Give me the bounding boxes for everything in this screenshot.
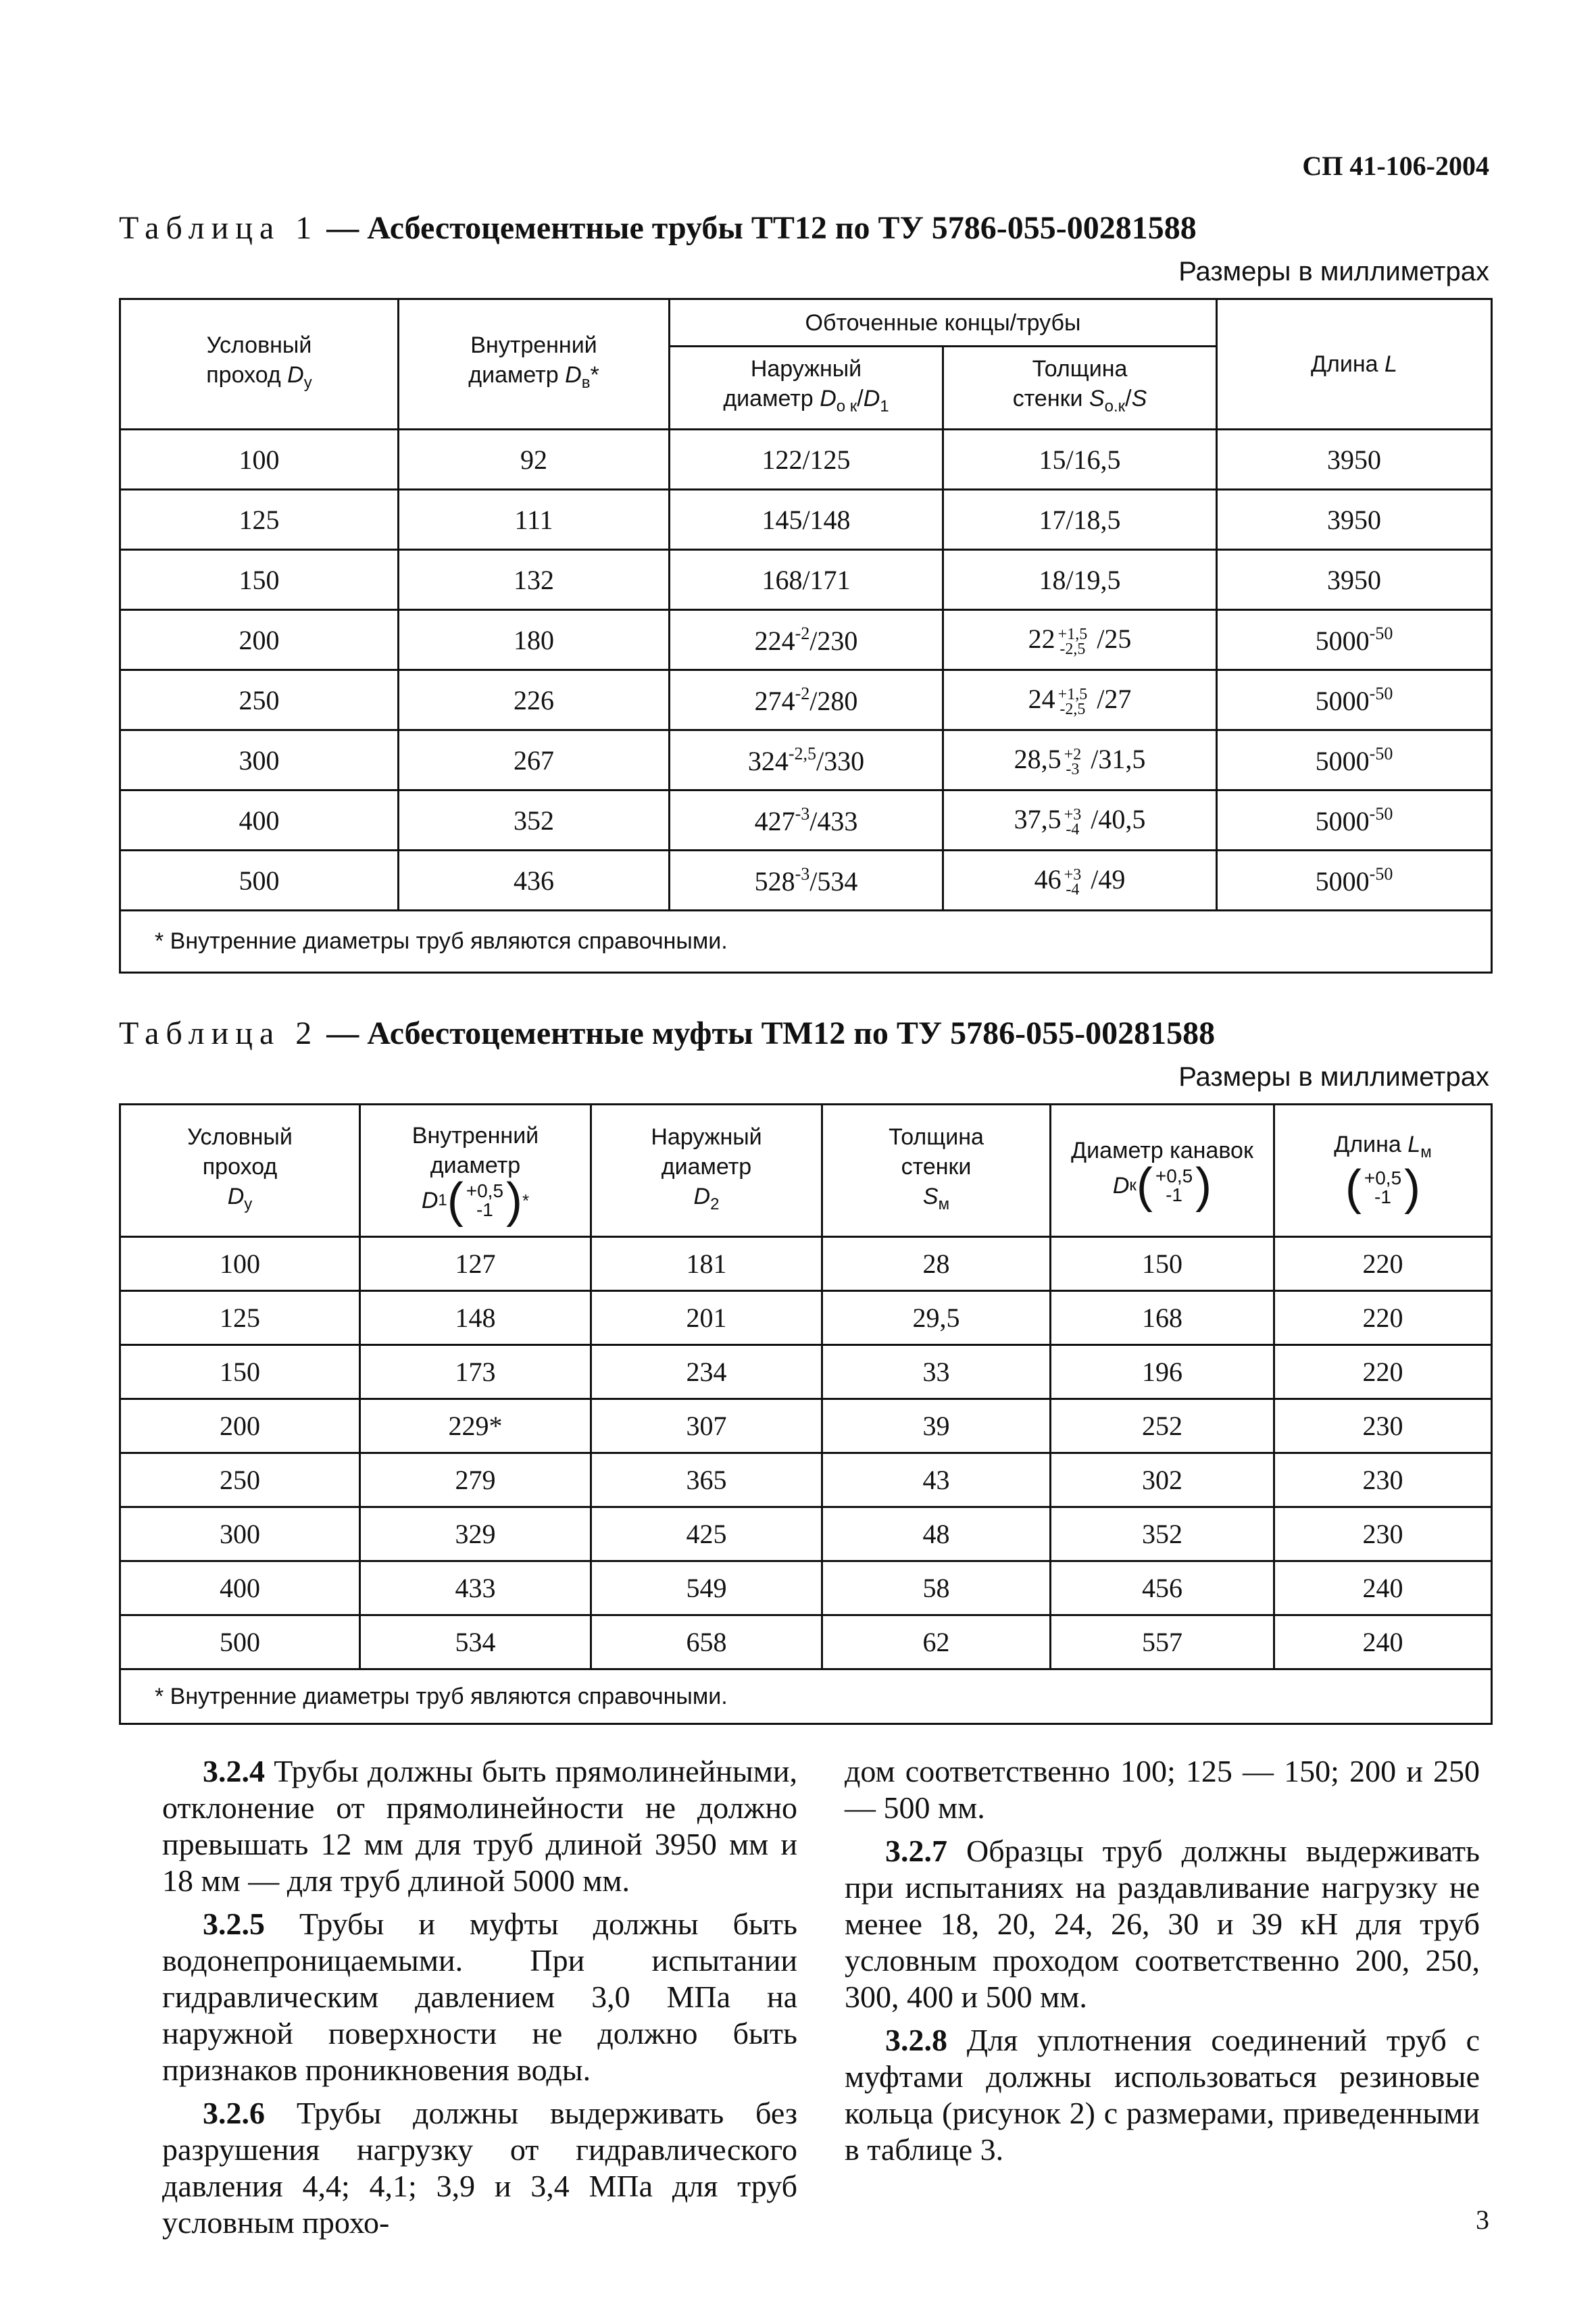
- t2-cell-wall-thickness: 28: [822, 1237, 1051, 1291]
- t1-cell-nominal-bore: 250: [120, 670, 399, 730]
- table2-row: [120, 1615, 1492, 1669]
- t2-cell-outer-diameter: 307: [591, 1399, 822, 1453]
- table2-row: [120, 1291, 1492, 1345]
- t2-cell-wall-thickness: 62: [822, 1615, 1051, 1669]
- t1-cell-wall-thickness: 24 +1,5 -2,5 /27: [943, 670, 1217, 730]
- table2: [119, 1103, 1493, 1725]
- t1-cell-wall-thickness: 22 +1,5 -2,5 /25: [943, 610, 1217, 670]
- paragraph-3-2-6-continued: дом соответственно 100; 125 — 150; 200 и 250 — 500 мм.: [845, 1754, 1480, 1825]
- paragraph-3-2-8: 3.2.8 Для уплотнения соединений труб с муфтами должны использоваться резиновые кольца (рисунок 2) с размерами, приведенными в таблице 3.: [845, 2023, 1480, 2167]
- t1-cell-nominal-bore: 400: [120, 790, 399, 851]
- t2-cell-nominal-bore: 300: [120, 1507, 360, 1561]
- table2-row: [120, 1453, 1492, 1507]
- t2-cell-length: 220: [1274, 1345, 1492, 1399]
- table1-units: Размеры в миллиметрах: [1178, 257, 1489, 286]
- t2-header-inner-diameter: Внутренний диаметр D 1 ( +0,5 -1 ) *: [360, 1105, 591, 1237]
- table1-row: [120, 851, 1492, 911]
- paragraph-3-2-4: 3.2.4 Трубы должны быть прямолинейными, отклонение от прямолинейности не должно превышать 12 мм для труб длиной 3950 мм и 18 мм — для труб длиной 5000 мм.: [162, 1754, 797, 1898]
- t1-cell-nominal-bore: 100: [120, 430, 399, 490]
- table1-row: [120, 430, 1492, 490]
- t1-header-inner-diameter: Внутренний диаметр $D_в*$: [399, 299, 670, 430]
- t2-cell-length: 230: [1274, 1399, 1492, 1453]
- t1-cell-wall-thickness: 18/19,5: [943, 550, 1217, 610]
- t2-cell-wall-thickness: 29,5: [822, 1291, 1051, 1345]
- t2-cell-nominal-bore: 250: [120, 1453, 360, 1507]
- t2-header-outer-diameter: Наружный диаметр $D_2$: [591, 1105, 822, 1237]
- t2-cell-groove-diameter: 196: [1051, 1345, 1274, 1399]
- t2-cell-inner-diameter: 534: [360, 1615, 591, 1669]
- table1-row: [120, 790, 1492, 851]
- t1-header-length: Длина L: [1217, 299, 1492, 430]
- t1-cell-nominal-bore: 200: [120, 610, 399, 670]
- t1-cell-outer-diameter: 122/125: [670, 430, 943, 490]
- t1-cell-length: 3950: [1217, 490, 1492, 550]
- t1-cell-length: 3950: [1217, 430, 1492, 490]
- t2-cell-nominal-bore: 200: [120, 1399, 360, 1453]
- t2-cell-outer-diameter: 201: [591, 1291, 822, 1345]
- t1-cell-inner-diameter: 92: [399, 430, 670, 490]
- t1-cell-wall-thickness: 46 +3 -4 /49: [943, 851, 1217, 911]
- table1-row: [120, 730, 1492, 790]
- t2-cell-inner-diameter: 127: [360, 1237, 591, 1291]
- t2-header-length: Длина $L_м$ ( +0,5 -1 ): [1274, 1105, 1492, 1237]
- t2-cell-outer-diameter: 549: [591, 1561, 822, 1615]
- t2-header-nominal-bore: Условный проход $D_y$: [120, 1105, 360, 1237]
- t1-cell-outer-diameter: $528^{-3}/534$: [670, 851, 943, 911]
- t1-header-nominal-bore: Условный проход $D_y$: [120, 299, 399, 430]
- paragraph-3-2-5: 3.2.5 Трубы и муфты должны быть водонепроницаемыми. При испытании гидравлическим давлением 3,0 МПа на наружной поверхности не должно быть признаков проникновения воды.: [162, 1907, 797, 2087]
- t2-cell-groove-diameter: 168: [1051, 1291, 1274, 1345]
- t1-header-machined-ends: Обточенные концы/трубы: [670, 299, 1217, 347]
- t1-cell-length: $5000^{-50}$: [1217, 730, 1492, 790]
- t1-cell-nominal-bore: 300: [120, 730, 399, 790]
- t2-cell-inner-diameter: 433: [360, 1561, 591, 1615]
- t2-cell-length: 230: [1274, 1507, 1492, 1561]
- t2-cell-wall-thickness: 58: [822, 1561, 1051, 1615]
- t2-cell-groove-diameter: 302: [1051, 1453, 1274, 1507]
- table2-units: Размеры в миллиметрах: [1178, 1062, 1489, 1092]
- t2-cell-nominal-bore: 400: [120, 1561, 360, 1615]
- table1-row: [120, 490, 1492, 550]
- t2-cell-groove-diameter: 150: [1051, 1237, 1274, 1291]
- t2-cell-wall-thickness: 48: [822, 1507, 1051, 1561]
- t1-cell-outer-diameter: $224^{-2}/230$: [670, 610, 943, 670]
- t1-cell-inner-diameter: 226: [399, 670, 670, 730]
- t1-cell-length: $5000^{-50}$: [1217, 790, 1492, 851]
- t1-cell-outer-diameter: $324^{-2,5}/330$: [670, 730, 943, 790]
- table1-row: [120, 550, 1492, 610]
- table1-row: [120, 670, 1492, 730]
- t1-cell-outer-diameter: 168/171: [670, 550, 943, 610]
- t1-cell-wall-thickness: 17/18,5: [943, 490, 1217, 550]
- t2-cell-groove-diameter: 456: [1051, 1561, 1274, 1615]
- t1-cell-inner-diameter: 132: [399, 550, 670, 610]
- t2-cell-inner-diameter: 279: [360, 1453, 591, 1507]
- table2-row: [120, 1237, 1492, 1291]
- t2-cell-length: 230: [1274, 1453, 1492, 1507]
- t1-cell-inner-diameter: 111: [399, 490, 670, 550]
- t1-cell-nominal-bore: 125: [120, 490, 399, 550]
- t1-cell-inner-diameter: 267: [399, 730, 670, 790]
- t2-cell-length: 240: [1274, 1615, 1492, 1669]
- table1-caption: [119, 209, 1197, 247]
- page-number: 3: [1476, 2205, 1489, 2235]
- t1-cell-nominal-bore: 150: [120, 550, 399, 610]
- t1-cell-outer-diameter: $427^{-3}/433$: [670, 790, 943, 851]
- t1-cell-length: $5000^{-50}$: [1217, 670, 1492, 730]
- t1-cell-length: $5000^{-50}$: [1217, 610, 1492, 670]
- table1: [119, 298, 1493, 974]
- t2-cell-nominal-bore: 125: [120, 1291, 360, 1345]
- t2-cell-wall-thickness: 39: [822, 1399, 1051, 1453]
- table1-label: Таблица 1: [119, 210, 319, 246]
- t2-cell-inner-diameter: 173: [360, 1345, 591, 1399]
- t1-cell-inner-diameter: 180: [399, 610, 670, 670]
- t2-cell-groove-diameter: 352: [1051, 1507, 1274, 1561]
- t2-cell-wall-thickness: 43: [822, 1453, 1051, 1507]
- t2-header-wall-thickness: Толщина стенки $S_м$: [822, 1105, 1051, 1237]
- t1-header-outer-diameter: Наружный диаметр $D_{о к}/D_1$: [670, 347, 943, 430]
- t2-note: * Внутренние диаметры труб являются справочными.: [120, 1669, 1492, 1724]
- t2-cell-inner-diameter: 148: [360, 1291, 591, 1345]
- t2-cell-length: 220: [1274, 1291, 1492, 1345]
- t1-header-wall-thickness: Толщина стенки $S_{о.к}/S$: [943, 347, 1217, 430]
- table2-label: Таблица 2: [119, 1015, 319, 1051]
- table2-caption: [119, 1015, 1215, 1052]
- t2-cell-nominal-bore: 150: [120, 1345, 360, 1399]
- t2-cell-outer-diameter: 425: [591, 1507, 822, 1561]
- table1-row: [120, 610, 1492, 670]
- body-right-column: [845, 1753, 1480, 2175]
- t2-cell-wall-thickness: 33: [822, 1345, 1051, 1399]
- t1-cell-wall-thickness: 37,5 +3 -4 /40,5: [943, 790, 1217, 851]
- t1-cell-length: 3950: [1217, 550, 1492, 610]
- document-code: СП 41-106-2004: [1302, 151, 1489, 181]
- table2-title: — Асбестоцементные муфты ТМ12 по ТУ 5786-055-00281588: [318, 1015, 1216, 1051]
- paragraph-3-2-6: 3.2.6 Трубы должны выдерживать без разрушения нагрузку от гидравлического давления 4,4; 4,1; 3,9 и 3,4 МПа для труб условным прохо-: [162, 2096, 797, 2240]
- t1-cell-nominal-bore: 500: [120, 851, 399, 911]
- t2-cell-outer-diameter: 365: [591, 1453, 822, 1507]
- table2-row: [120, 1345, 1492, 1399]
- t1-cell-wall-thickness: 28,5 +2 -3 /31,5: [943, 730, 1217, 790]
- t2-cell-length: 240: [1274, 1561, 1492, 1615]
- table2-row: [120, 1507, 1492, 1561]
- t2-cell-inner-diameter: 329: [360, 1507, 591, 1561]
- paragraph-3-2-7: 3.2.7 Образцы труб должны выдерживать при испытаниях на раздавливание нагрузку не менее 18, 20, 24, 26, 30 и 39 кН для труб условным проходом соответственно 200, 250, 300, 400 и 500 мм.: [845, 1834, 1480, 2014]
- t2-cell-nominal-bore: 100: [120, 1237, 360, 1291]
- t1-cell-inner-diameter: 352: [399, 790, 670, 851]
- body-left-column: [162, 1753, 797, 2248]
- t1-note: * Внутренние диаметры труб являются справочными.: [120, 911, 1492, 973]
- t2-cell-groove-diameter: 557: [1051, 1615, 1274, 1669]
- table2-row: [120, 1399, 1492, 1453]
- t1-cell-length: $5000^{-50}$: [1217, 851, 1492, 911]
- t1-cell-outer-diameter: 145/148: [670, 490, 943, 550]
- t1-cell-inner-diameter: 436: [399, 851, 670, 911]
- t2-cell-outer-diameter: 234: [591, 1345, 822, 1399]
- t2-cell-length: 220: [1274, 1237, 1492, 1291]
- t2-cell-outer-diameter: 181: [591, 1237, 822, 1291]
- t2-cell-outer-diameter: 658: [591, 1615, 822, 1669]
- t2-cell-inner-diameter: 229*: [360, 1399, 591, 1453]
- t1-cell-outer-diameter: $274^{-2}/280$: [670, 670, 943, 730]
- t1-cell-wall-thickness: 15/16,5: [943, 430, 1217, 490]
- t2-header-groove-diameter: Диаметр канавок D к ( +0,5 -1 ): [1051, 1105, 1274, 1237]
- table2-row: [120, 1561, 1492, 1615]
- t2-cell-groove-diameter: 252: [1051, 1399, 1274, 1453]
- table1-title: — Асбестоцементные трубы ТТ12 по ТУ 5786-055-00281588: [318, 210, 1197, 246]
- t2-cell-nominal-bore: 500: [120, 1615, 360, 1669]
